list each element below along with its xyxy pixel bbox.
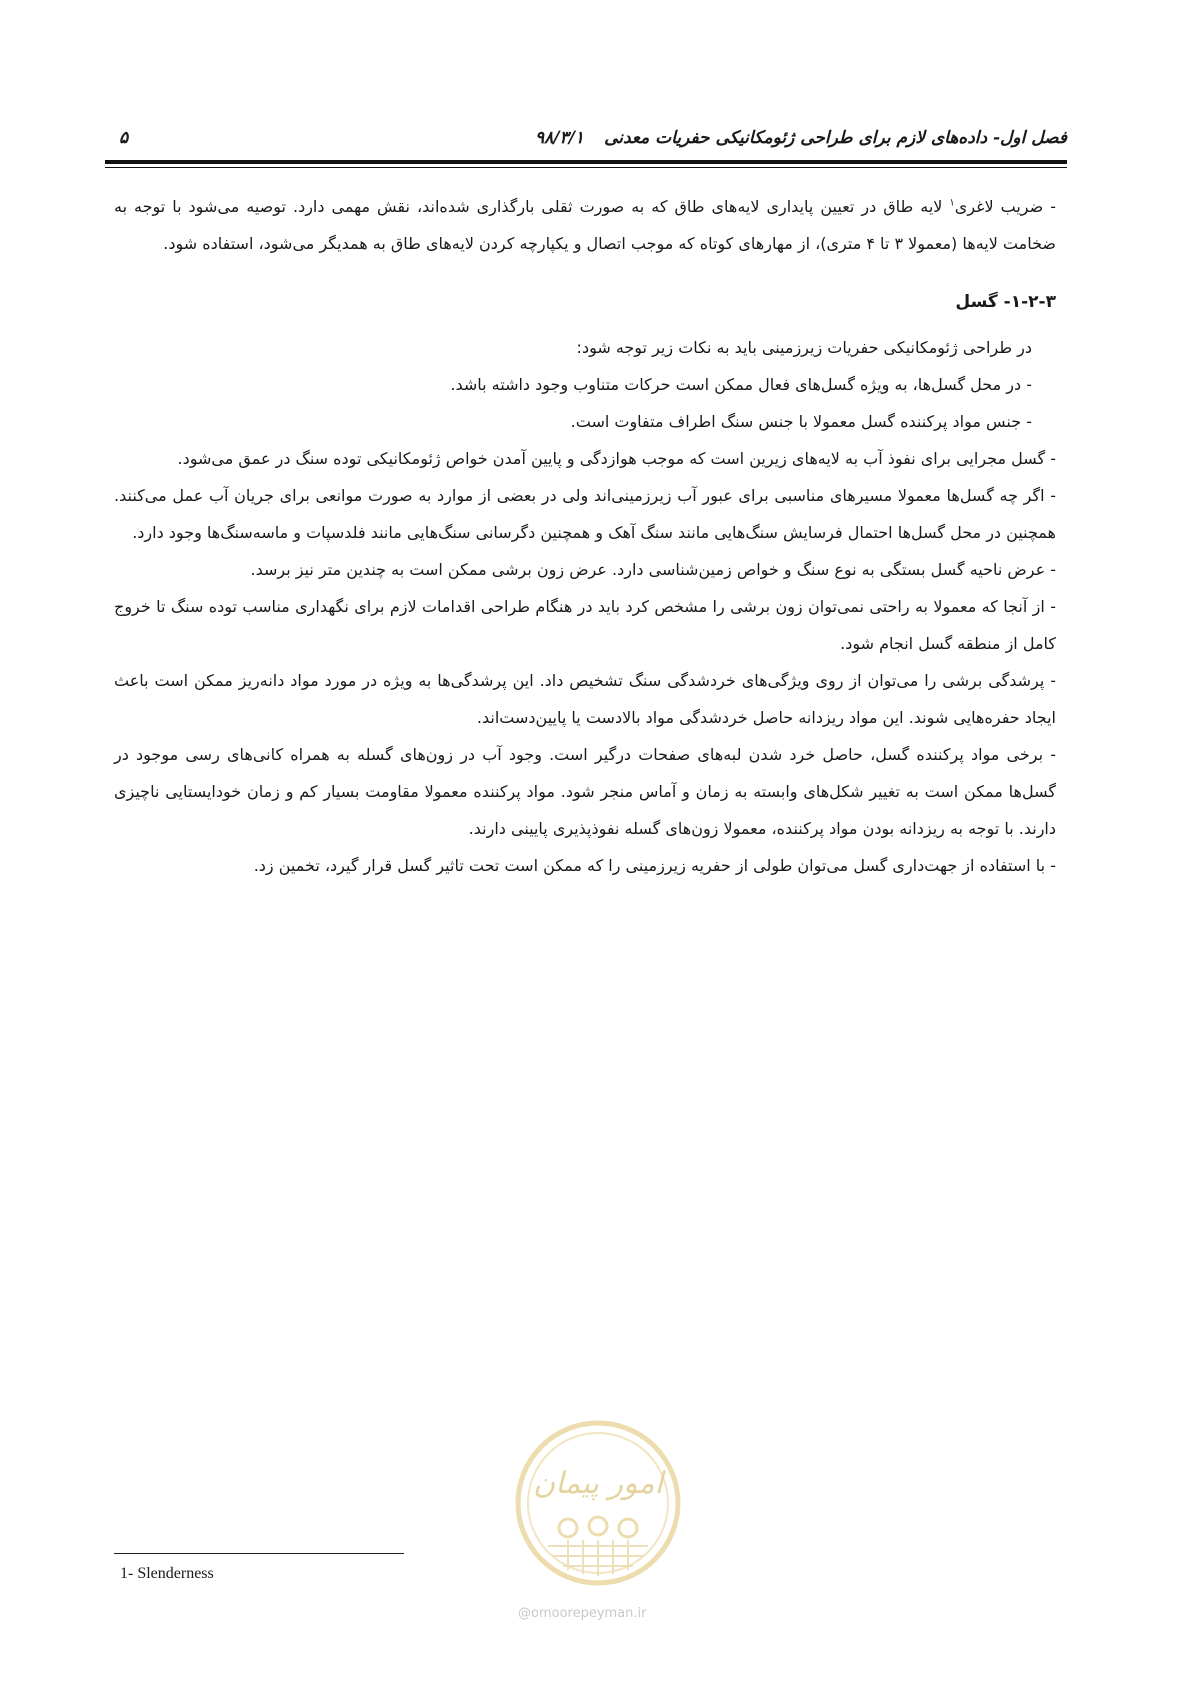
intro-paragraph <box>114 188 1056 262</box>
page-number: ۵ <box>119 128 129 148</box>
watermark-site: @omoorepeyman.ir <box>518 1606 647 1621</box>
paragraph: - با استفاده از جهت‌داری گسل می‌توان طولی از حفریه زیرزمینی را که ممکن است تحت تاثیر گسل قرار گیرد، تخمین زد. <box>253 856 1056 875</box>
watermark-logo-text: امور پیمان <box>533 1466 663 1501</box>
chapter-title: فصل اول- داده‌های لازم برای طراحی ژئومکانیکی حفریات معدنی <box>604 128 1067 148</box>
header-rule-thin <box>105 167 1067 168</box>
paragraph: - جنس مواد پرکننده گسل معمولا با جنس سنگ اطراف متفاوت است. <box>570 412 1032 431</box>
section-title: ۱-۲-۳- گسل <box>955 292 1056 312</box>
intro-text-end: لایه طاق در تعیین پایداری لایه‌های طاق که به صورت ثقلی بارگذاری شده‌اند، نقش مهمی دارد. توصیه می‌شود با توجه به ضخامت لایه‌ها (معمولا ۳ تا ۴ متری)، از مهارهای کوتاه که موجب اتصال و یکپارچه کردن لایه‌های طاق به همدیگر می‌شود، استفاده شود. <box>114 197 1056 253</box>
footnote: 1- Slenderness <box>120 1565 214 1582</box>
paragraph: - برخی مواد پرکننده گسل، حاصل خرد شدن لبه‌های صفحات درگیر است. وجود آب در زون‌های گسله به همراه کانی‌های رسی موجود در گسل‌ها ممکن است به تغییر شکل‌های وابسته به زمان و آماس منجر شود. مواد پرکننده معمولا مقاومت بسیار کم و زمان خودایستایی ناچیزی دارند. با توجه به ریزدانه بودن مواد پرکننده، معمولا زون‌های گسله نفوذپذیری پایینی دارند. <box>114 745 1056 838</box>
intro-text-start: - ضریب لاغری <box>954 197 1056 216</box>
header-rule-thick <box>105 160 1067 164</box>
paragraph: - پرشدگی برشی را می‌توان از روی ویژگی‌های خردشدگی سنگ تشخیص داد. این پرشدگی‌ها به ویژه در مورد مواد دانه‌ریز ممکن است باعث ایجاد حفره‌هایی شوند. این مواد ریزدانه حاصل خردشدگی مواد بالادست یا پایین‌دست‌اند. <box>114 671 1056 727</box>
page-header <box>105 128 1067 162</box>
paragraph: در طراحی ژئومکانیکی حفریات زیرزمینی باید به نکات زیر توجه شود: <box>576 338 1032 357</box>
header-date: ۹۸/۳/۱ <box>535 128 584 148</box>
watermark-logo <box>508 1418 688 1588</box>
paragraph: - اگر چه گسل‌ها معمولا مسیرهای مناسبی برای عبور آب زیرزمینی‌اند ولی در بعضی از موارد به صورت موانعی برای جریان آب عمل می‌کنند. همچنین در محل گسل‌ها احتمال فرسایش سنگ‌هایی مانند سنگ آهک و همچنین دگرسانی سنگ‌هایی مانند فلدسپات و ماسه‌سنگ‌ها وجود دارد. <box>114 486 1056 542</box>
paragraph: - گسل مجرایی برای نفوذ آب به لایه‌های زیرین است که موجب هوازدگی و پایین آمدن خواص ژئومکانیکی توده سنگ در عمق می‌شود. <box>177 449 1056 468</box>
page-body <box>114 188 1056 884</box>
footnote-rule <box>114 1553 404 1554</box>
footnote-ref: ۱ <box>949 197 955 209</box>
paragraph: - در محل گسل‌ها، به ویژه گسل‌های فعال ممکن است حرکات متناوب وجود داشته باشد. <box>450 375 1032 394</box>
paragraph: - از آنجا که معمولا به راحتی نمی‌توان زون برشی را مشخص کرد باید در هنگام طراحی اقدامات لازم برای نگهداری مناسب توده سنگ تا خروج کامل از منطقه گسل انجام شود. <box>114 597 1056 653</box>
paragraph: - عرض ناحیه گسل بستگی به نوع سنگ و خواص زمین‌شناسی دارد. عرض زون برشی ممکن است به چندین متر نیز برسد. <box>250 560 1056 579</box>
